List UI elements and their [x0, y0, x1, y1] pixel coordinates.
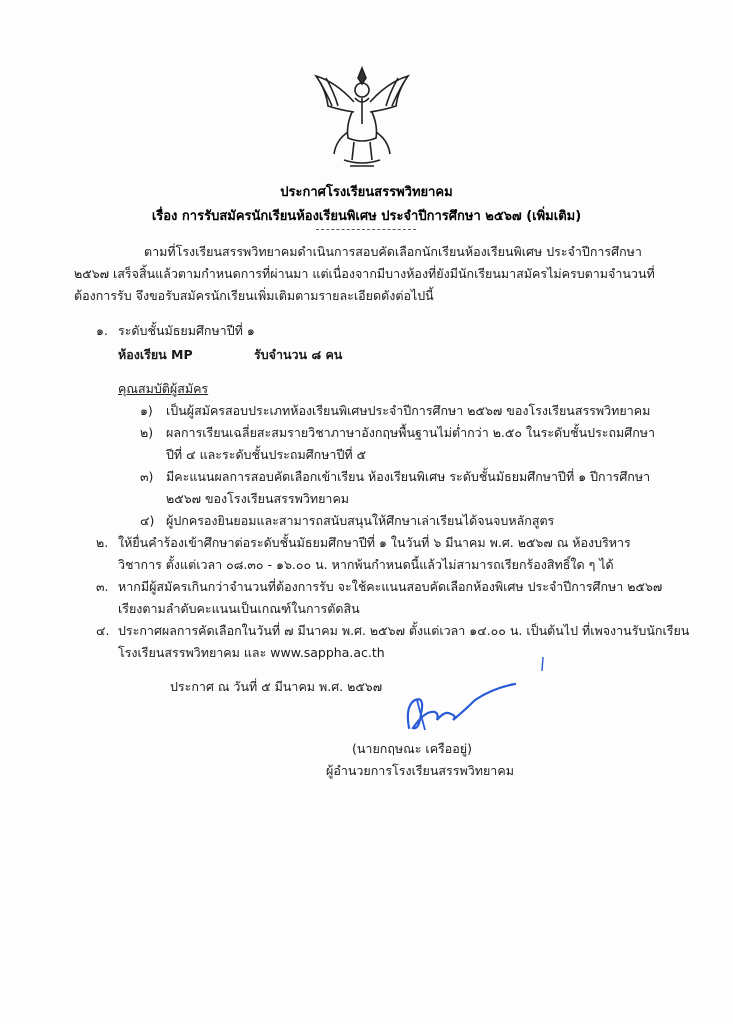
qual-2-continued: ปีที่ ๔ และระดับชั้นประถมศึกษาปีที่ ๕: [166, 447, 367, 462]
qualifications-heading: คุณสมบัติผู้สมัคร: [118, 381, 209, 396]
item-3-number: ๓.: [96, 579, 109, 594]
qual-3-text: มีคะแนนผลการสอบคัดเลือกเข้าเรียน ห้องเรียนพิเศษ ระดับชั้นมัธยมศึกษาปีที่ ๑ ปีการศึกษา: [166, 469, 651, 484]
item-3-continued: เรียงตามลำดับคะแนนเป็นเกณฑ์ในการตัดสิน: [118, 601, 360, 616]
header-divider: [316, 229, 416, 230]
ink-mark-icon: [540, 656, 546, 670]
qual-1-text: เป็นผู้สมัครสอบประเภทห้องเรียนพิเศษประจำปีการศึกษา ๒๕๖๗ ของโรงเรียนสรรพวิทยาคม: [166, 403, 651, 418]
item-1-text: ระดับชั้นมัธยมศึกษาปีที่ ๑: [118, 323, 255, 338]
item-1-number: ๑.: [96, 323, 108, 338]
signatory-name: (นายกฤษณะ เครืออยู่): [352, 741, 472, 756]
item-2-number: ๒.: [96, 535, 109, 550]
item-2-continued: วิชาการ ตั้งแต่เวลา ๐๘.๓๐ - ๑๖.๐๐ น. หากพ้นกำหนดนี้แล้วไม่สามารถเรียกร้องสิทธิ์ใด ๆ ได้: [118, 557, 614, 572]
qual-2-number: ๒): [140, 425, 154, 440]
room-label: ห้องเรียน MP: [118, 347, 193, 362]
qual-4-text: ผู้ปกครองยินยอมและสามารถสนับสนุนให้ศึกษาเล่าเรียนได้จนจบหลักสูตร: [166, 513, 555, 528]
item-3-text: หากมีผู้สมัครเกินกว่าจำนวนที่ต้องการรับ จะใช้คะแนนสอบคัดเลือกห้องพิเศษ ประจำปีการศึกษา ๒๕๖๗: [118, 579, 663, 594]
room-quota: รับจำนวน ๘ คน: [254, 347, 343, 362]
qual-3-number: ๓): [140, 469, 154, 484]
announcement-title: ประกาศโรงเรียนสรรพวิทยาคม: [280, 185, 453, 200]
item-2-text: ให้ยื่นคำร้องเข้าศึกษาต่อระดับชั้นมัธยมศึกษาปีที่ ๑ ในวันที่ ๖ มีนาคม พ.ศ. ๒๕๖๗ ณ ห้องบริหาร: [118, 535, 631, 550]
item-4-continued: โรงเรียนสรรพวิทยาคม และ www.sappha.ac.th: [118, 645, 385, 660]
qual-1-number: ๑): [140, 403, 153, 418]
signature-icon: [395, 670, 525, 740]
qual-3-continued: ๒๕๖๗ ของโรงเรียนสรรพวิทยาคม: [166, 491, 350, 506]
announcement-subject: เรื่อง การรับสมัครนักเรียนห้องเรียนพิเศษ ประจำปีการศึกษา ๒๕๖๗ (เพิ่มเติม): [151, 209, 582, 224]
announce-date: ประกาศ ณ วันที่ ๕ มีนาคม พ.ศ. ๒๕๖๗: [170, 679, 383, 694]
qual-4-number: ๔): [140, 513, 155, 528]
intro-paragraph: ตามที่โรงเรียนสรรพวิทยาคมดำเนินการสอบคัดเลือกนักเรียนห้องเรียนพิเศษ ประจำปีการศึกษา ๒๕๖๗ เสร็จสิ้นแล้วตามกำหนดการที่ผ่านมา แต่เนื่องจากมีบางห้องที่ยังมีนักเรียนมาสมัครไม่ครบตามจำนวนที่ต้องการรับ จึงขอรับสมัครนักเรียนเพิ่มเติมตามรายละเอียดดังต่อไปนี้: [74, 244, 655, 303]
qual-2-text: ผลการเรียนเฉลี่ยสะสมรายวิชาภาษาอังกฤษพื้นฐานไม่ต่ำกว่า ๒.๕๐ ในระดับชั้นประถมศึกษา: [166, 425, 656, 440]
signatory-position: ผู้อำนวยการโรงเรียนสรรพวิทยาคม: [326, 763, 514, 778]
item-4-text: ประกาศผลการคัดเลือกในวันที่ ๗ มีนาคม พ.ศ. ๒๕๖๗ ตั้งแต่เวลา ๑๔.๐๐ น. เป็นต้นไป ที่เพจงานรับนักเรียน: [118, 623, 690, 638]
garuda-emblem-icon: [306, 62, 418, 174]
item-4-number: ๔.: [96, 623, 110, 638]
